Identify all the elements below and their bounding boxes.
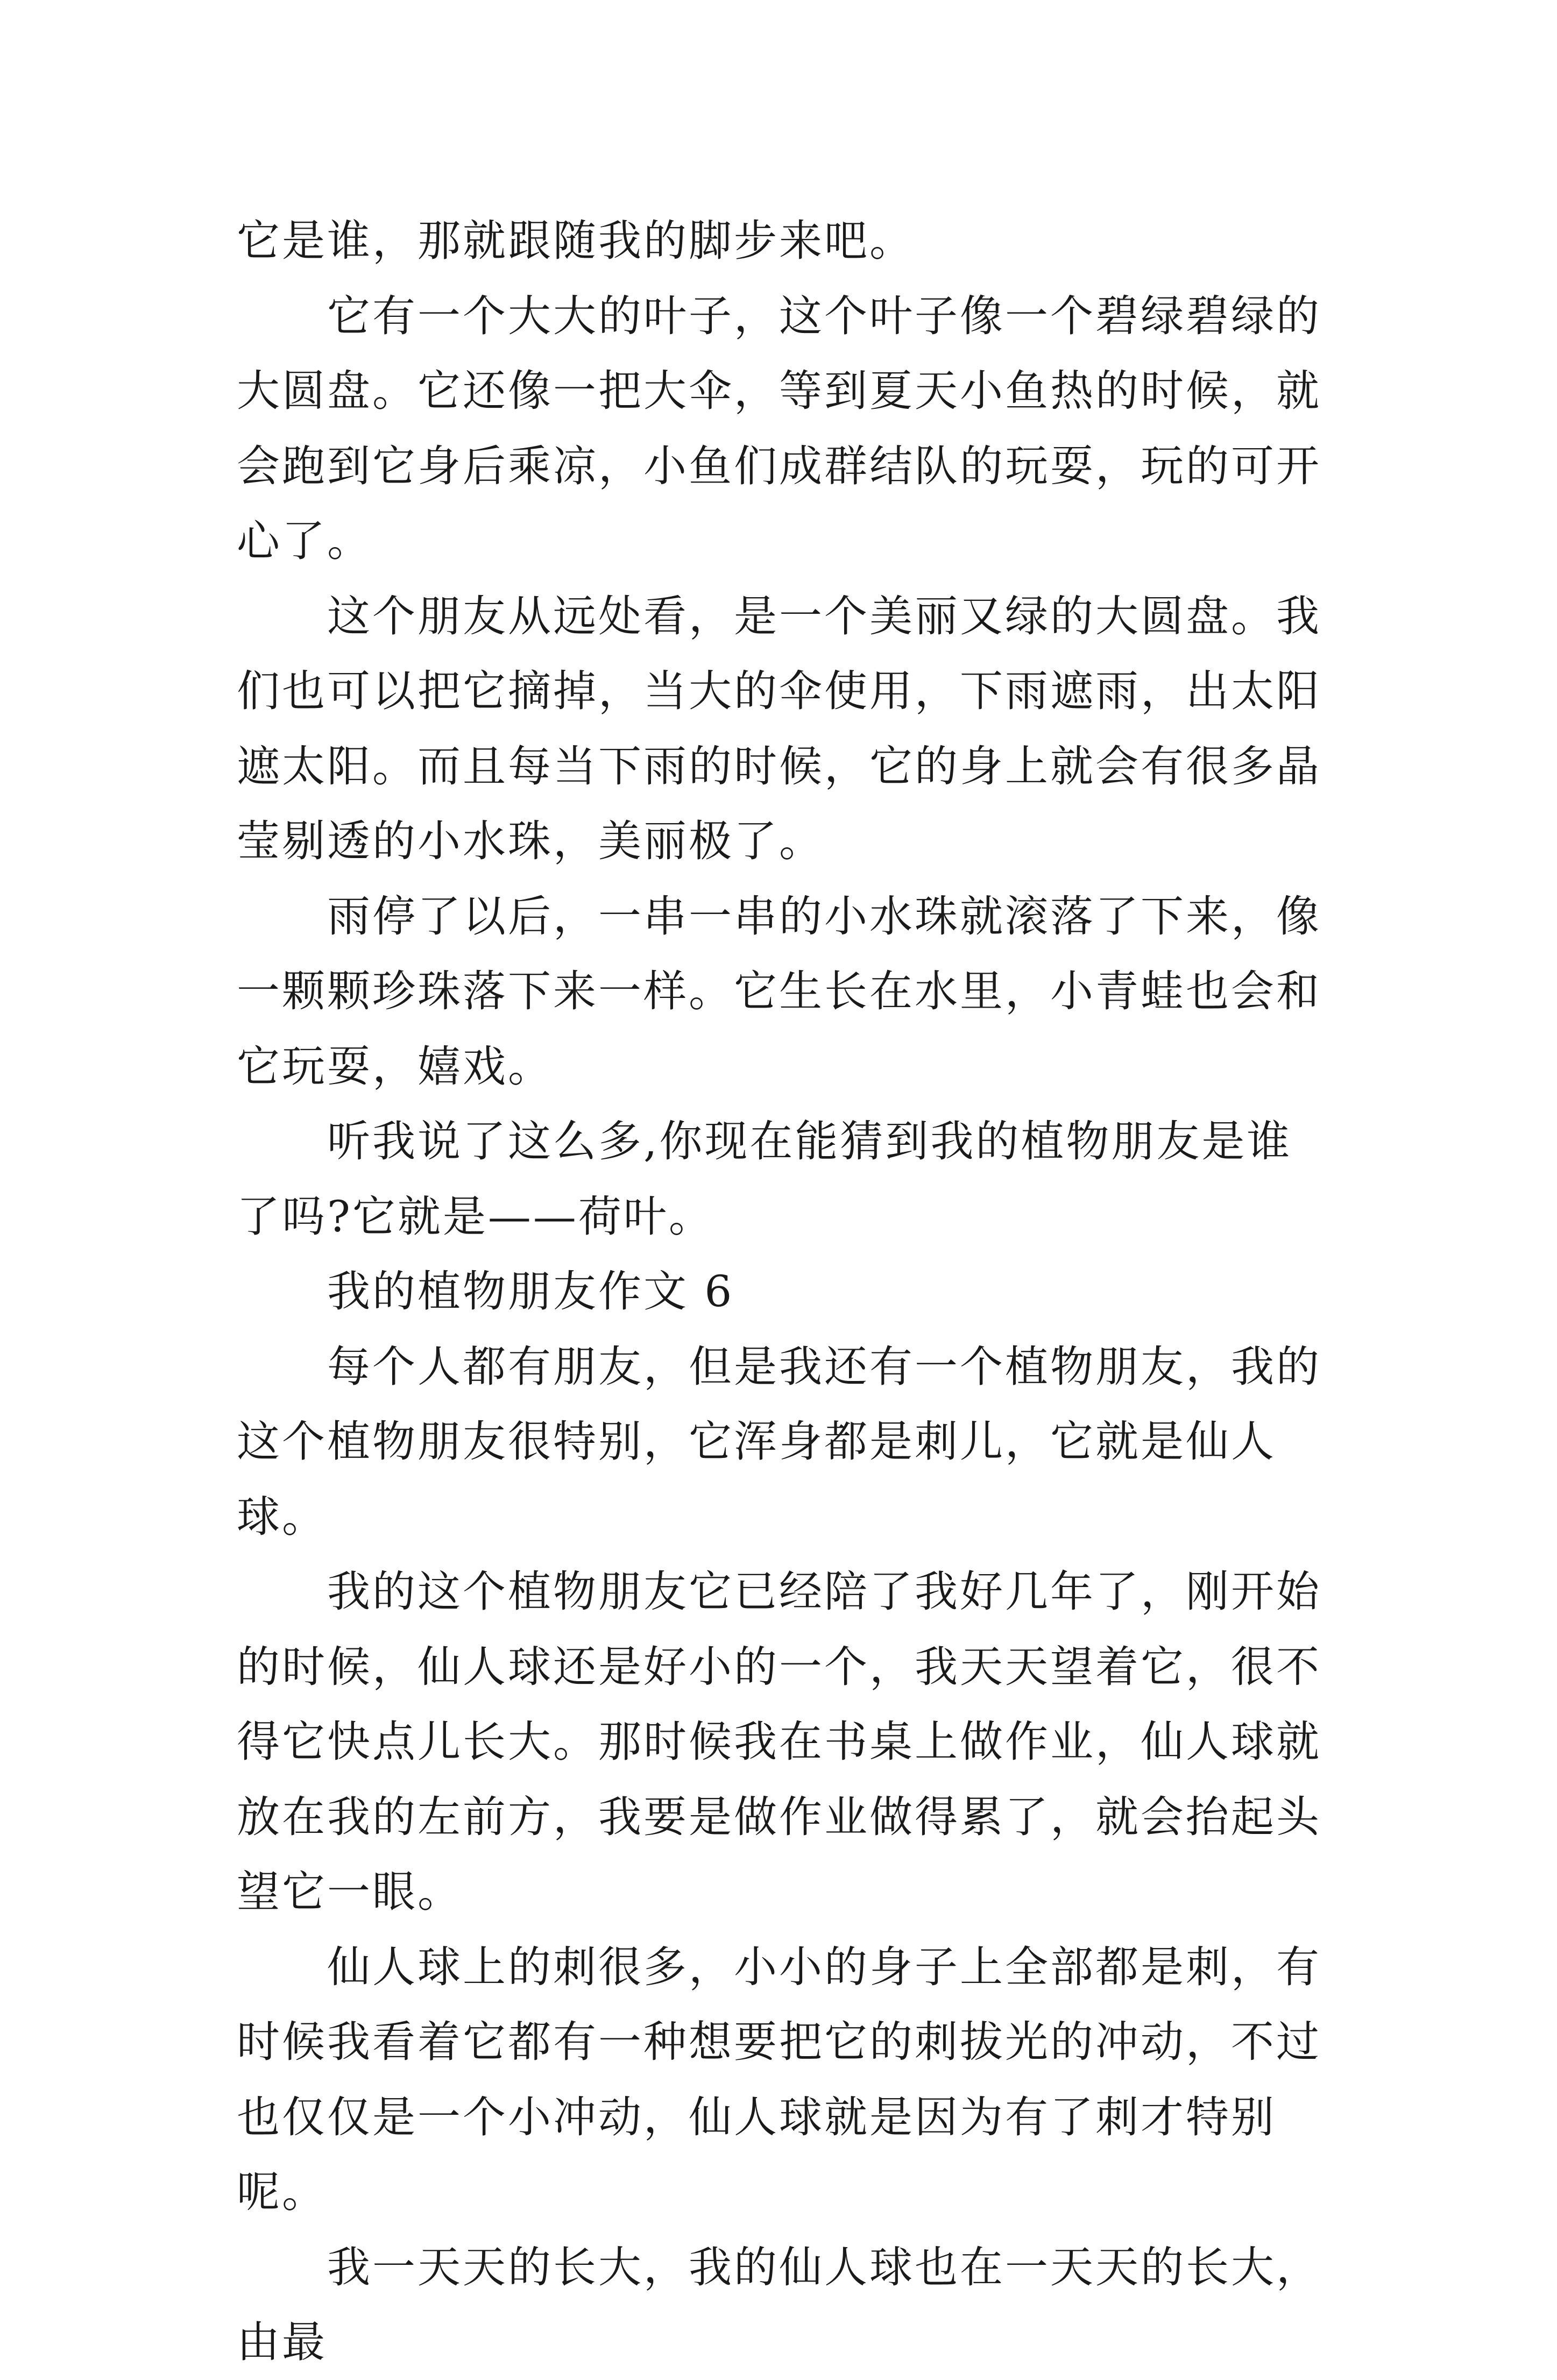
paragraph: 仙人球上的刺很多，小小的身子上全部都是刺，有时候我看着它都有一种想要把它的刺拔光的冲动，不过也仅仅是一个小冲动，仙人球就是因为有了刺才特别呢。: [237, 1942, 1321, 2217]
paragraph: 每个人都有朋友，但是我还有一个植物朋友，我的这个植物朋友很特别，它浑身都是刺儿，它就是仙人球。: [237, 1341, 1321, 1542]
paragraph: 我一天天的长大，我的仙人球也在一天天的长大，由最: [237, 2242, 1321, 2367]
paragraph: 它是谁，那就跟随我的脚步来吧。: [237, 216, 915, 266]
paragraph: 这个朋友从远处看，是一个美丽又绿的大圆盘。我们也可以把它摘掉，当大的伞使用，下雨遮雨，出太阳遮太阳。而且每当下雨的时候，它的身上就会有很多晶莹剔透的小水珠，美丽极了。: [237, 591, 1321, 866]
section-heading: 我的植物朋友作文 6: [327, 1266, 734, 1316]
paragraph: 雨停了以后，一串一串的小水珠就滚落了下来，像一颗颗珍珠落下来一样。它生长在水里，小青蛙也会和它玩耍，嬉戏。: [237, 891, 1321, 1092]
paragraph: 听我说了这么多,你现在能猜到我的植物朋友是谁了吗?它就是——荷叶。: [237, 1116, 1292, 1242]
paragraph: 我的这个植物朋友它已经陪了我好几年了，刚开始的时候，仙人球还是好小的一个，我天天望着它，很不得它快点儿长大。那时候我在书桌上做作业，仙人球就放在我的左前方，我要是做作业做得累了，就会抬起头望它一眼。: [237, 1567, 1321, 1917]
document-body: [237, 203, 1334, 2380]
paragraph: 它有一个大大的叶子，这个叶子像一个碧绿碧绿的大圆盘。它还像一把大伞，等到夏天小鱼热的时候，就会跑到它身后乘凉，小鱼们成群结队的玩耍，玩的可开心了。: [237, 291, 1321, 566]
